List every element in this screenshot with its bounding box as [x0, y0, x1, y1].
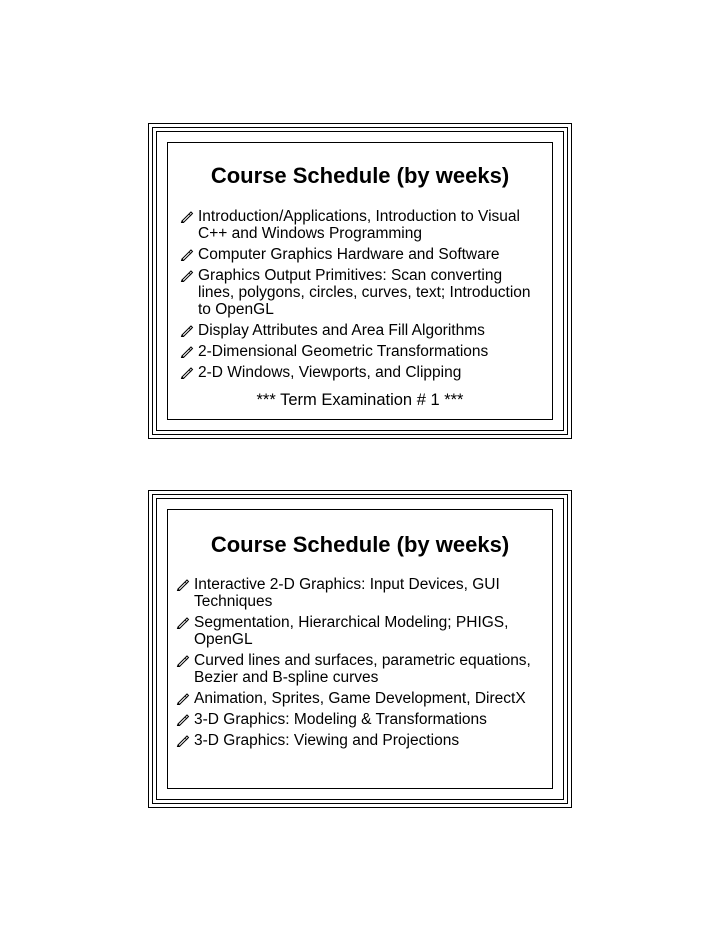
slide-1-title: Course Schedule (by weeks) — [210, 163, 510, 188]
list-item — [176, 690, 554, 707]
list-item — [180, 322, 540, 339]
list-item-text: 3-D Graphics: Viewing and Projections — [194, 732, 460, 749]
list-item-text: 2-Dimensional Geometric Transformations — [198, 343, 489, 360]
pen-icon — [180, 247, 194, 261]
list-item — [176, 732, 554, 749]
pen-icon — [176, 712, 190, 726]
list-item-text: Curved lines and surfaces, parametric equations, Bezier and B-spline curves — [194, 652, 531, 686]
pen-icon — [180, 323, 194, 337]
list-item-text: 2-D Windows, Viewports, and Clipping — [198, 364, 462, 381]
slide-1 — [148, 123, 572, 439]
slide-2-bullet-list — [176, 576, 554, 753]
list-item-text: Interactive 2-D Graphics: Input Devices, GUI Techniques — [194, 576, 500, 610]
list-item — [180, 364, 540, 381]
list-item — [180, 208, 540, 242]
pen-icon — [180, 209, 194, 223]
list-item-text: Graphics Output Primitives: Scan converting lines, polygons, circles, curves, text; Introduction to OpenGL — [198, 267, 531, 318]
list-item-text: 3-D Graphics: Modeling & Transformations — [194, 711, 487, 728]
pen-icon — [180, 268, 194, 282]
list-item — [180, 343, 540, 360]
pen-icon — [176, 615, 190, 629]
list-item — [176, 652, 554, 686]
list-item-text: Segmentation, Hierarchical Modeling; PHIGS, OpenGL — [194, 614, 509, 648]
list-item-text: Computer Graphics Hardware and Software — [198, 246, 500, 263]
pen-icon — [176, 691, 190, 705]
list-item-text: Introduction/Applications, Introduction to Visual C++ and Windows Programming — [198, 208, 520, 242]
list-item — [176, 711, 554, 728]
list-item — [176, 576, 554, 610]
list-item-text: Display Attributes and Area Fill Algorithms — [198, 322, 485, 339]
pen-icon — [176, 653, 190, 667]
pen-icon — [180, 344, 194, 358]
pen-icon — [180, 365, 194, 379]
list-item — [180, 246, 540, 263]
list-item — [180, 267, 540, 318]
list-item-text: Animation, Sprites, Game Development, DirectX — [194, 690, 526, 707]
slide-1-footnote: *** Term Examination # 1 *** — [256, 391, 464, 409]
list-item — [176, 614, 554, 648]
pen-icon — [176, 733, 190, 747]
slide-2-title: Course Schedule (by weeks) — [210, 532, 510, 557]
pen-icon — [176, 577, 190, 591]
slide-2 — [148, 490, 572, 808]
slide-1-bullet-list — [180, 208, 540, 385]
